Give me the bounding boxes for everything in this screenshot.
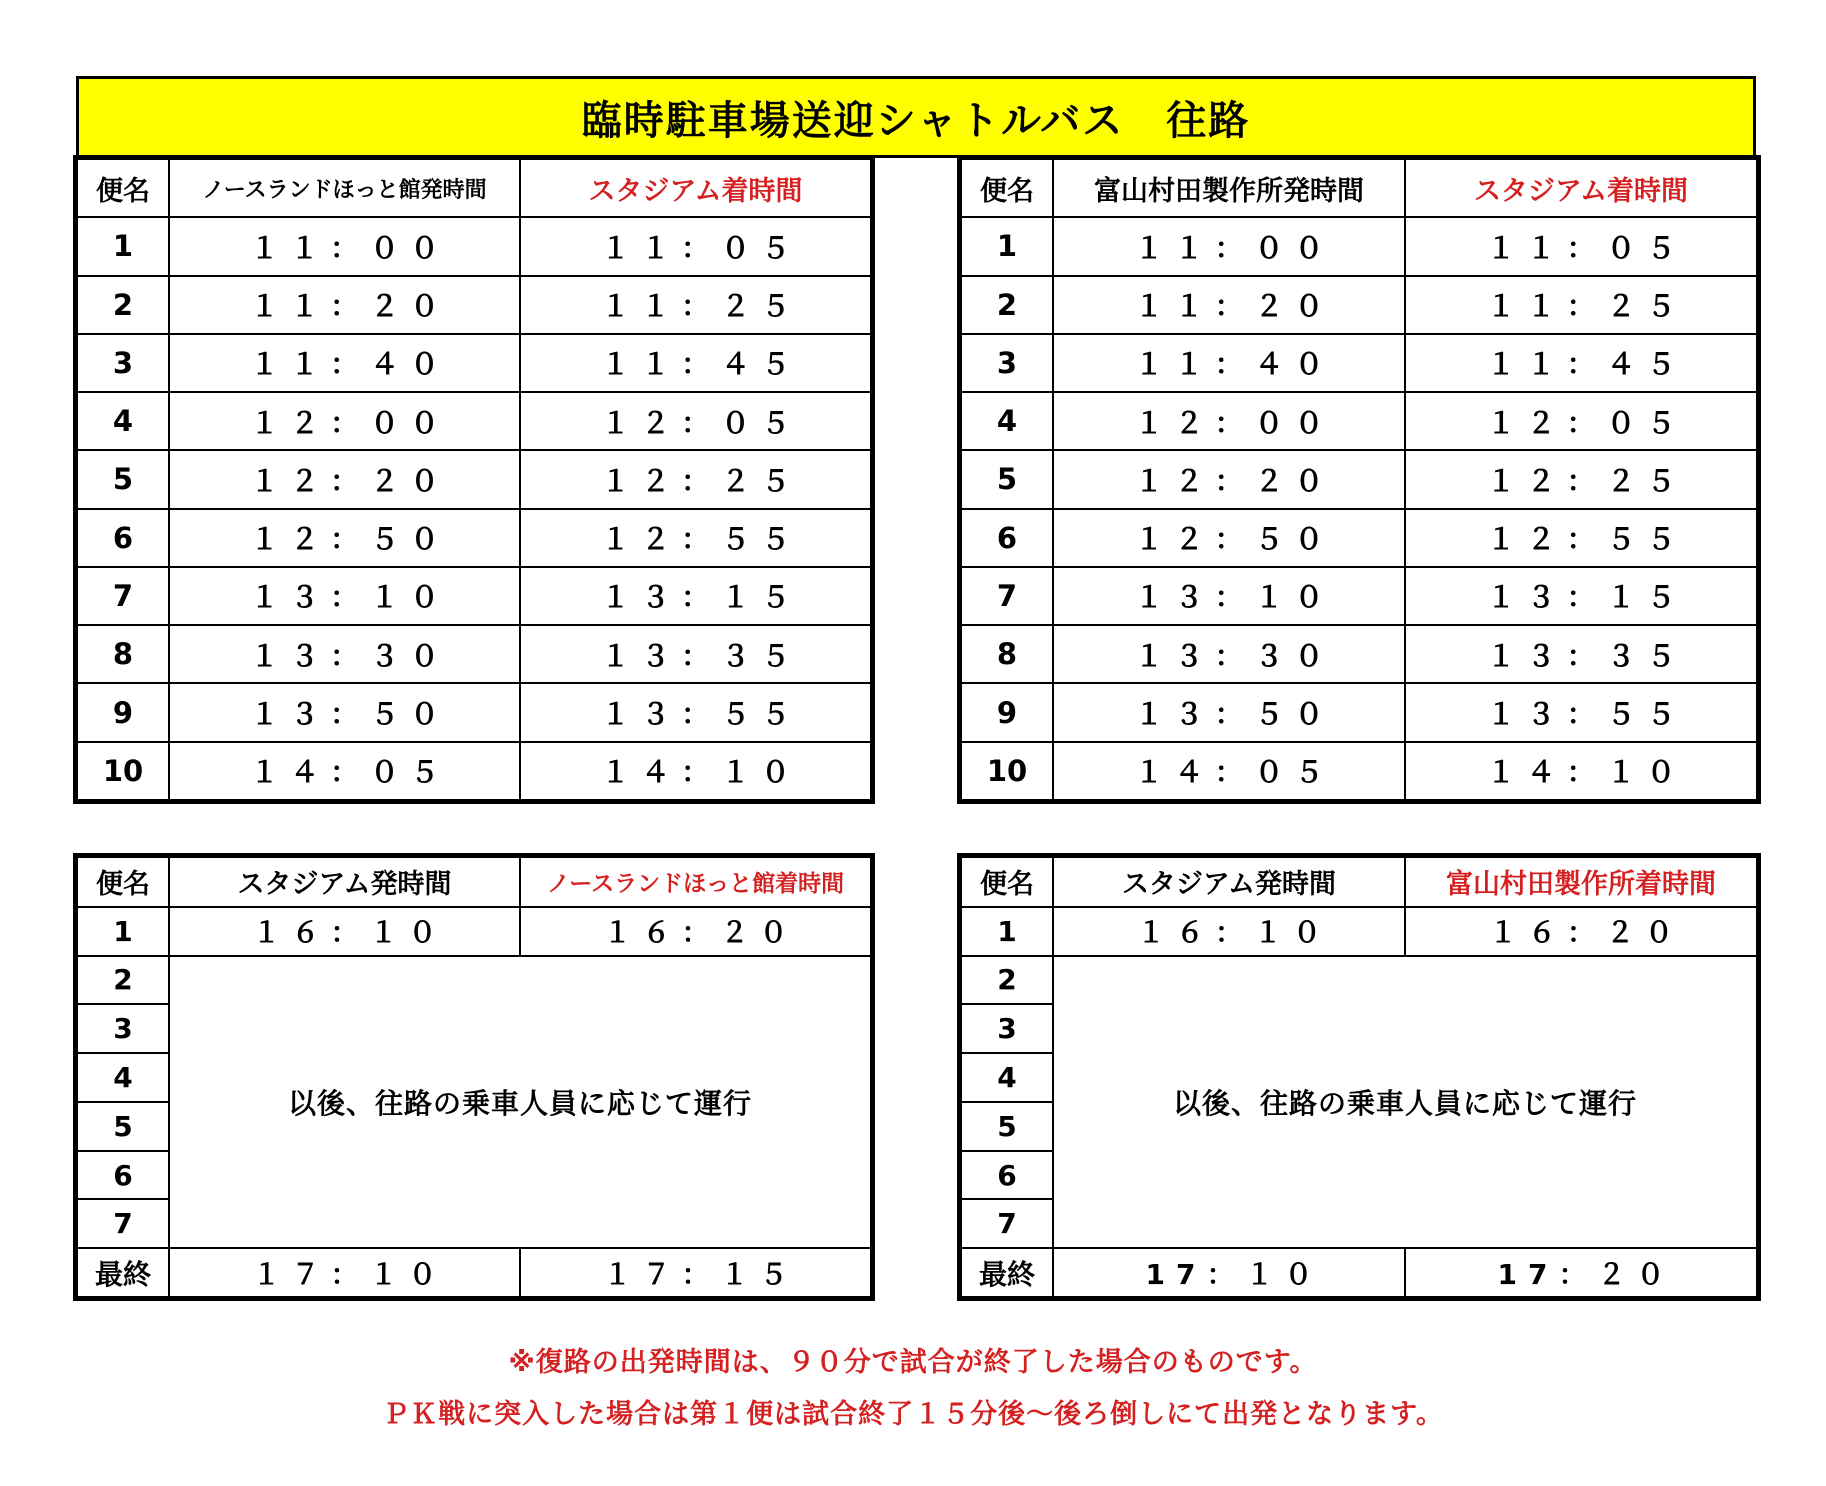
depart-time: １７：１０: [169, 1248, 520, 1297]
flight-number: 8: [77, 625, 169, 683]
flight-number: 2: [961, 276, 1053, 334]
header-flight: 便名: [961, 159, 1053, 217]
flight-number: 5: [77, 1102, 169, 1151]
flight-number: 3: [961, 334, 1053, 392]
header-arrive: 富山村田製作所着時間: [1405, 857, 1757, 907]
arrive-time: １１：０５: [1405, 217, 1757, 275]
flight-number: 3: [961, 1004, 1053, 1053]
table-row: [961, 334, 1757, 392]
flight-number: 3: [77, 1004, 169, 1053]
arrive-time: １２：０５: [520, 392, 871, 450]
header-depart: ノースランドほっと館発時間: [169, 159, 520, 217]
table-row: [961, 509, 1757, 567]
arrive-time: １１：４５: [520, 334, 871, 392]
flight-number: 最終: [961, 1248, 1053, 1297]
flight-number: 2: [77, 276, 169, 334]
header-arrive: スタジアム着時間: [520, 159, 871, 217]
flight-number: 1: [77, 907, 169, 956]
table-row: [77, 683, 871, 741]
depart-time: 17：１０: [1053, 1248, 1405, 1297]
depart-time: １３：５０: [1053, 683, 1405, 741]
table-row: [77, 450, 871, 508]
arrive-time: １１：２５: [520, 276, 871, 334]
depart-time: １４：０５: [169, 742, 520, 800]
flight-number: 7: [961, 1199, 1053, 1248]
header-flight: 便名: [77, 857, 169, 907]
table-header-row: [77, 159, 871, 217]
table-row: [961, 217, 1757, 275]
arrive-time: １６：２０: [1405, 907, 1757, 956]
flight-number: 9: [77, 683, 169, 741]
arrive-time: １３：３５: [1405, 625, 1757, 683]
flight-number: 6: [961, 509, 1053, 567]
flight-number: 4: [77, 392, 169, 450]
depart-time: １６：１０: [169, 907, 520, 956]
table-row: [77, 276, 871, 334]
flight-number: 4: [961, 1053, 1053, 1102]
flight-number: 5: [961, 1102, 1053, 1151]
table-row: [77, 392, 871, 450]
table-row: [77, 742, 871, 800]
header-depart: 富山村田製作所発時間: [1053, 159, 1405, 217]
depart-time: １１：００: [169, 217, 520, 275]
depart-time: １４：０５: [1053, 742, 1405, 800]
table-row: [961, 392, 1757, 450]
table-row: [77, 1248, 871, 1297]
header-arrive: スタジアム着時間: [1405, 159, 1757, 217]
table-row: [77, 217, 871, 275]
page-title: 臨時駐車場送迎シャトルバス 往路: [76, 76, 1756, 158]
arrive-time: １２：５５: [1405, 509, 1757, 567]
table-row: [77, 625, 871, 683]
table-row: [77, 956, 871, 1005]
arrive-time: １２：２５: [1405, 450, 1757, 508]
depart-time: １６：１０: [1053, 907, 1405, 956]
depart-time: １３：１０: [1053, 567, 1405, 625]
arrive-time: １１：０５: [520, 217, 871, 275]
flight-number: 2: [961, 956, 1053, 1005]
flight-number: 7: [77, 567, 169, 625]
return-table-murata: [960, 856, 1758, 1298]
arrive-time: １３：１５: [1405, 567, 1757, 625]
arrive-time: １３：５５: [520, 683, 871, 741]
header-depart: スタジアム発時間: [169, 857, 520, 907]
flight-number: 9: [961, 683, 1053, 741]
depart-time: １３：１０: [169, 567, 520, 625]
table-row: [961, 567, 1757, 625]
table-row: [961, 1248, 1757, 1297]
arrive-time: １６：２０: [520, 907, 871, 956]
depart-time: １２：２０: [1053, 450, 1405, 508]
table-row: [77, 907, 871, 956]
table-header-row: [77, 857, 871, 907]
table-row: [961, 907, 1757, 956]
flight-number: 6: [77, 1151, 169, 1200]
table-row: [77, 334, 871, 392]
outbound-table-murata: [960, 158, 1758, 801]
header-flight: 便名: [77, 159, 169, 217]
depart-time: １２：５０: [169, 509, 520, 567]
depart-time: １１：００: [1053, 217, 1405, 275]
depart-time: １２：５０: [1053, 509, 1405, 567]
table-row: [961, 956, 1757, 1005]
flight-number: 10: [77, 742, 169, 800]
table-row: [961, 742, 1757, 800]
flight-number: 6: [961, 1151, 1053, 1200]
operation-note: 以後、往路の乗車人員に応じて運行: [169, 956, 871, 1249]
outbound-table-northland: [76, 158, 872, 801]
depart-time: １３：５０: [169, 683, 520, 741]
depart-time: １１：４０: [1053, 334, 1405, 392]
header-flight: 便名: [961, 857, 1053, 907]
arrive-time: １１：４５: [1405, 334, 1757, 392]
arrive-time: １７：１５: [520, 1248, 871, 1297]
flight-number: 6: [77, 509, 169, 567]
depart-time: １１：２０: [1053, 276, 1405, 334]
depart-time: １２：００: [1053, 392, 1405, 450]
flight-number: 5: [961, 450, 1053, 508]
arrive-time: １２：５５: [520, 509, 871, 567]
header-arrive: ノースランドほっと館着時間: [520, 857, 871, 907]
flight-number: 1: [961, 907, 1053, 956]
arrive-time: １３：５５: [1405, 683, 1757, 741]
flight-number: 4: [77, 1053, 169, 1102]
depart-time: １３：３０: [169, 625, 520, 683]
depart-time: １１：２０: [169, 276, 520, 334]
table-row: [961, 683, 1757, 741]
arrive-time: １３：１５: [520, 567, 871, 625]
footnote-departure-time: ※復路の出発時間は、９０分で試合が終了した場合のものです。: [508, 1347, 1318, 1378]
arrive-time: １３：３５: [520, 625, 871, 683]
flight-number: 10: [961, 742, 1053, 800]
depart-time: １３：３０: [1053, 625, 1405, 683]
table-row: [77, 567, 871, 625]
operation-note: 以後、往路の乗車人員に応じて運行: [1053, 956, 1757, 1249]
table-row: [77, 509, 871, 567]
flight-number: 4: [961, 392, 1053, 450]
arrive-time: １４：１０: [1405, 742, 1757, 800]
table-row: [961, 625, 1757, 683]
flight-number: 7: [961, 567, 1053, 625]
arrive-time: １２：０５: [1405, 392, 1757, 450]
flight-number: 1: [77, 217, 169, 275]
flight-number: 最終: [77, 1248, 169, 1297]
arrive-time: １１：２５: [1405, 276, 1757, 334]
flight-number: 1: [961, 217, 1053, 275]
arrive-time: １４：１０: [520, 742, 871, 800]
flight-number: 3: [77, 334, 169, 392]
flight-number: 2: [77, 956, 169, 1005]
flight-number: 5: [77, 450, 169, 508]
header-depart: スタジアム発時間: [1053, 857, 1405, 907]
arrive-time: １２：２５: [520, 450, 871, 508]
table-row: [961, 276, 1757, 334]
footnote-pk-shootout: ＰＫ戦に突入した場合は第１便は試合終了１５分後～後ろ倒しにて出発となります。: [382, 1399, 1444, 1430]
depart-time: １１：４０: [169, 334, 520, 392]
depart-time: １２：００: [169, 392, 520, 450]
flight-number: 7: [77, 1199, 169, 1248]
return-table-northland: [76, 856, 872, 1298]
depart-time: １２：２０: [169, 450, 520, 508]
flight-number: 8: [961, 625, 1053, 683]
table-row: [961, 450, 1757, 508]
arrive-time: 17：２０: [1405, 1248, 1757, 1297]
table-header-row: [961, 159, 1757, 217]
table-header-row: [961, 857, 1757, 907]
